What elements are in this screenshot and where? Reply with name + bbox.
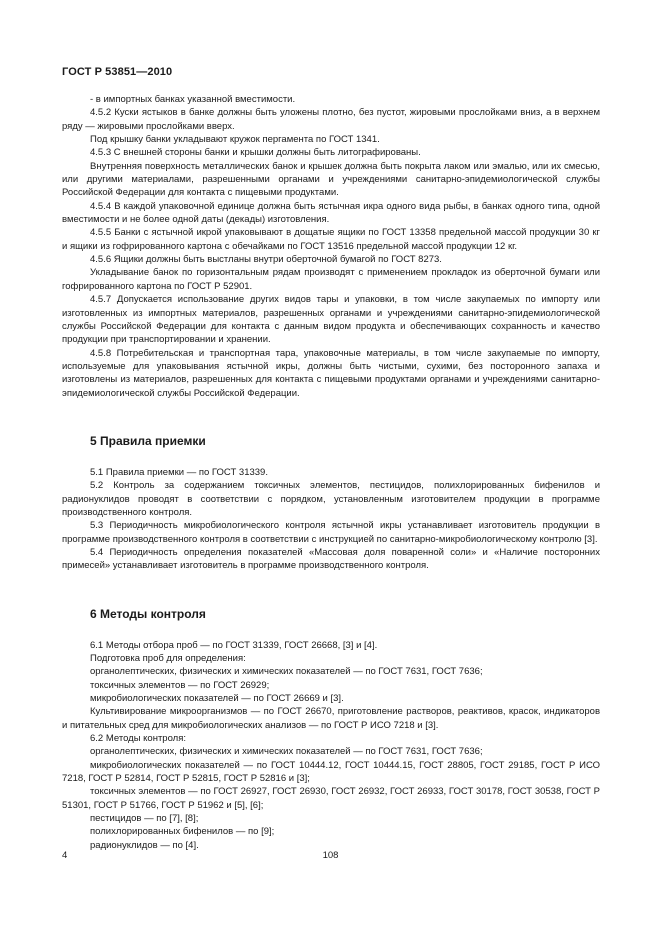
paragraph: Под крышку банки укладывают кружок пергамента по ГОСТ 1341. [90,134,380,146]
paragraph: микробиологических показателей — по ГОСТ 26669 и [3]. [90,693,344,705]
paragraph: 5.2 Контроль за содержанием токсичных элементов, пестицидов, полихлорированных бифенилов и радионуклидов проводят в соответствии с порядком, установленным изготовителем продукции в программе производственного контроля. [62,480,600,518]
paragraph: микробиологических показателей — по ГОСТ 10444.12, ГОСТ 10444.15, ГОСТ 28805, ГОСТ 29185, ГОСТ Р ИСО 7218, ГОСТ Р 52814, ГОСТ Р 52815, ГОСТ Р 52816 и [3]; [62,759,600,785]
paragraph: 4.5.8 Потребительская и транспортная тара, упаковочные материалы, в том числе закупаемые по импорту, используемые для упаковывания ястычной икры, должны быть чистыми, сухими, без посторонного запаха и изготовлены из материалов, разрешенных для контакта с пищевыми продуктами органами и учреждениями санитарно-эпидемиологической службы Российской Федерации. [62,347,600,399]
section-acceptance-rules [62,433,600,573]
paragraph: радионуклидов — по [4]. [90,839,199,851]
sheet-number: 108 [322,850,339,861]
paragraph: токсичных элементов — по ГОСТ 26929; [90,679,270,691]
paragraph: 6.1 Методы отбора проб — по ГОСТ 31339, ГОСТ 26668, [3] и [4]. [90,639,378,651]
paragraph: Культивирование микроорганизмов — по ГОСТ 26670, приготовление растворов, реактивов, красок, индикаторов и питательных сред для микробиологических анализов — по ГОСТ Р ИСО 7218 и [3]. [62,706,600,731]
paragraph: Внутренняя поверхность металлических банок и крышек должна быть покрыта лаком или эмалью, или их смесью, или другими материалами, разрешенными органами и учреждениями санитарно-эпидемиологической службы Российской Федерации для контакта с пищевыми продуктами. [62,160,600,199]
paragraph: органолептических, физических и химических показателей — по ГОСТ 7631, ГОСТ 7636; [90,666,483,678]
paragraph: 6.2 Методы контроля: [90,733,186,745]
section-heading: 5 Правила приемки [90,433,206,448]
paragraph: 4.5.7 Допускается использование других видов тары и упаковки, в том числе закупаемых по импорту или изготовленных из импортных материалов, разрешенных органами и учреждениями санитарно-эпидемиологической службы Российской Федерации для контакта с данным видом продукта и обеспечивающих сохранность и качество продукции при транспортировании и хранении. [62,294,600,346]
paragraph: - в импортных банках указанной вместимости. [90,94,296,105]
paragraph: Подготовка проб для определения: [90,653,246,664]
section-heading: 6 Методы контроля [90,606,206,621]
paragraph: 5.1 Правила приемки — по ГОСТ 31339. [90,466,268,478]
document-body [62,93,600,852]
section-control-methods [62,606,600,853]
packaging-clauses [62,93,600,400]
paragraph: 4.5.5 Банки с ястычной икрой упаковывают в дощатые ящики по ГОСТ 13358 предельной массой продукции 30 кг и ящики из гофрированного картона с обечайками по ГОСТ 13516 предельной массой продукции 12 кг. [62,227,600,252]
paragraph: 4.5.2 Куски ястыков в банке должны быть уложены плотно, без пустот, жировыми прослойками вниз, а в верхнем ряду — жировыми прослойками вверх. [62,107,600,132]
paragraph: токсичных элементов — по ГОСТ 26927, ГОСТ 26930, ГОСТ 26932, ГОСТ 26933, ГОСТ 30178, ГОСТ 30538, ГОСТ Р 51301, ГОСТ Р 51766, ГОСТ Р 51962 и [5], [6]; [62,786,600,811]
paragraph: 5.3 Периодичность микробиологического контроля ястычной икры устанавливает изготовитель продукции в программе производственного контроля в соответствии с инструкцией по санитарно-микробиологическому контролю [3]. [62,520,600,545]
paragraph: пестицидов — по [7], [8]; [90,813,199,825]
paragraph: органолептических, физических и химических показателей — по ГОСТ 7631, ГОСТ 7636; [90,746,483,758]
paragraph: 4.5.4 В каждой упаковочной единице должна быть ястычная икра одного вида рыбы, в банках одного типа, одной вместимости и не более одной даты (декады) изготовления. [62,200,600,226]
paragraph: Укладывание банок по горизонтальным рядам производят с применением прокладок из оберточной бумаги или гофрированного картона по ГОСТ Р 52901. [62,267,600,292]
paragraph: полихлорированных бифенилов — по [9]; [90,826,275,838]
paragraph: 5.4 Периодичность определения показателей «Массовая доля поваренной соли» и «Наличие посторонних примесей» устанавливает изготовитель в программе производственного контроля. [62,546,600,572]
paragraph: 4.5.6 Ящики должны быть выстланы внутри оберточной бумагой по ГОСТ 8273. [90,254,442,266]
paragraph: 4.5.3 С внешней стороны банки и крышки должны быть литографированы. [90,147,421,159]
page-number: 4 [62,850,68,861]
document-code-header: ГОСТ Р 53851—2010 [62,66,173,78]
